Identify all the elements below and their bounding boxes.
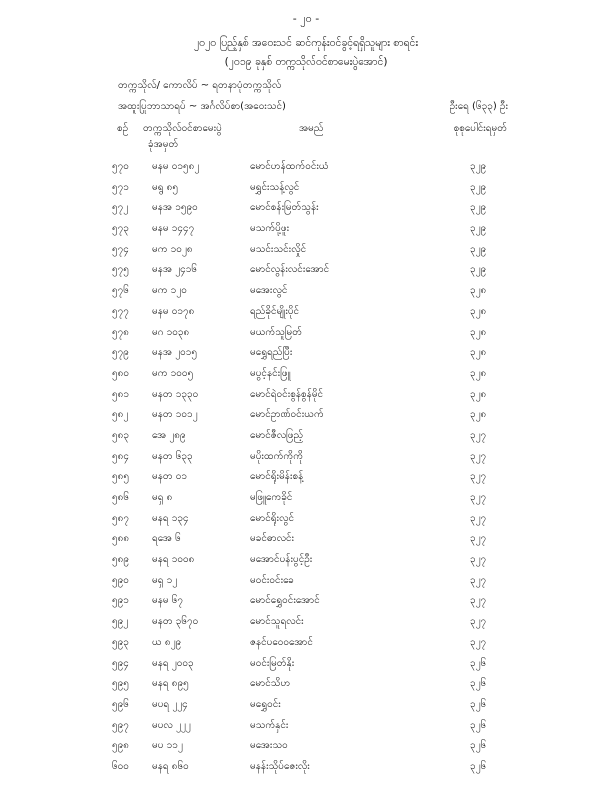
student-name: မောင်စန်းမြတ်သွန်း [250, 202, 319, 214]
student-name: မောင်ရိုးလွင် [250, 512, 295, 524]
table-row [0, 509, 612, 530]
row-number: ၅၉၀ [112, 574, 129, 586]
student-name: မရွှင်းသန့်လွင် [250, 181, 300, 193]
total-marks: ၃၂၆ [470, 657, 487, 669]
document-title: ၂၀၂၀ ပြည့်နှစ် အဝေးသင် ဆင်ကုန်းဝင်ခွင့်ရရှိသူများ စာရင်း [194, 37, 418, 49]
total-marks: ၃၂၆ [470, 719, 487, 731]
registration-number: မနရ ၁၃၄ [152, 512, 189, 524]
total-marks: ၃၂၈ [470, 388, 487, 400]
table-row [0, 488, 612, 509]
row-number: ၅၉၅ [112, 678, 129, 690]
registration-number: မနရ ၈၆၀ [152, 760, 189, 772]
registration-number: မနတ ၁၃၃၀ [152, 388, 199, 400]
total-marks: ၃၂၇ [470, 512, 487, 524]
row-number: ၅၇၄ [112, 243, 129, 255]
student-name: ဇနင်ပဝေဝအောင် [250, 636, 313, 648]
registration-number: မနရ ၁၀၀၈ [152, 554, 195, 566]
total-marks: ၃၂၈ [470, 347, 487, 359]
registration-number: မနတ ၀၁ [152, 471, 188, 483]
total-marks: ၃၂၇ [470, 554, 487, 566]
registration-number: မက ၁၀၀၅ [152, 367, 194, 379]
registration-number: မနရ ၂၀၀၃ [152, 657, 194, 669]
row-number: ၅၇၆ [112, 285, 129, 297]
table-row [0, 178, 612, 199]
student-name: မခင်ဓာလင်း [250, 533, 295, 545]
total-marks: ၃၂၉ [470, 223, 487, 235]
table-row [0, 716, 612, 737]
major-line: အထူးပြုဘာသာရပ် ~ အင်္ဂလိပ်စာ(အဝေးသင်) [118, 101, 286, 112]
table-row [0, 654, 612, 675]
student-name: မဝင်းမြတ်နိုး [250, 657, 295, 669]
total-marks: ၃၂၇ [470, 450, 487, 462]
student-name: မပိုးထက်ကိုကို [250, 450, 303, 462]
registration-number: အေ ၂၈၉ [152, 429, 186, 441]
student-name: မောင်ဟန်ထက်ဝင်းယံ [250, 161, 329, 172]
student-name: မသက်ပို့ဖူး [250, 223, 290, 235]
row-number: ၅၇၇ [112, 305, 129, 317]
row-number: ၅၉၈ [112, 740, 129, 752]
row-number: ၅၈၄ [112, 450, 129, 462]
registration-number: မနမ ၁၄၄၇ [152, 223, 195, 235]
row-number: ၅၉၄ [112, 657, 129, 669]
registration-number: မဂ ၁၀၃၈ [152, 326, 190, 338]
total-marks: ၃၂၉ [470, 161, 487, 172]
total-marks: ၃၂၈ [470, 367, 487, 379]
row-number: ၅၈၀ [112, 367, 129, 379]
student-name: မောင်ရဲဝင်းစွန်စွန်မိုင် [250, 388, 324, 400]
registration-number: မနတ ၁၀၁၂ [152, 409, 198, 421]
row-number: ၅၇၀ [112, 161, 129, 172]
row-number: ၅၈၈ [112, 533, 130, 545]
column-header-no: စဉ် [117, 123, 129, 134]
student-name: မဖြူကေခိုင် [250, 492, 293, 503]
row-number: ၅၇၃ [112, 223, 129, 235]
total-marks: ၃၂၈ [470, 305, 487, 317]
row-number: ၅၈၆ [112, 492, 129, 503]
student-name: မောင်လွန်းလင်းအောင် [250, 264, 330, 276]
registration-number: မနမ ၀၁၇၈ [152, 305, 195, 317]
row-number: ၅၈၂ [112, 409, 129, 421]
table-row [0, 260, 612, 281]
student-name: မသင်းသင်းလှိုင် [250, 243, 307, 255]
row-number: ၆၀၀ [112, 760, 129, 772]
table-row [0, 343, 612, 364]
student-name: မောင်ရွှေဝင်းအောင် [250, 595, 320, 607]
row-number: ၅၇၁ [112, 181, 129, 193]
student-name: မရွှေရည်ပြီး [250, 347, 293, 359]
student-name: မောင်သိဟ [250, 678, 291, 690]
row-number: ၅၉၂ [112, 616, 129, 628]
student-name: မယက်သူမြတ် [250, 326, 303, 338]
registration-number: မရှ ၈ [152, 492, 173, 503]
total-marks: ၃၂၉ [470, 181, 487, 193]
total-marks: ၃၂၇ [470, 595, 487, 607]
table-row [0, 447, 612, 468]
total-marks: ၃၂၇ [470, 429, 487, 441]
total-marks: ၃၂၇ [470, 533, 487, 545]
table-row [0, 405, 612, 426]
registration-number: မက ၁၀၂၈ [152, 243, 193, 255]
student-name: မဝင်းဝင်းခေ [250, 574, 294, 586]
total-marks: ၃၂၉ [470, 264, 487, 276]
table-row [0, 240, 612, 261]
table-row [0, 612, 612, 633]
total-marks: ၃၂၆ [470, 760, 487, 772]
row-number: ၅၈၁ [112, 388, 129, 400]
student-name: မောင်ဥာဏ်ဝင်းယက် [250, 409, 324, 421]
total-marks: ၃၂၇ [470, 636, 487, 648]
table-row [0, 323, 612, 344]
student-name: မသက်နှင်း [250, 719, 289, 731]
registration-number: ရအေ ၆ [152, 533, 181, 545]
student-name: မရွှေဝင်း [250, 698, 281, 710]
table-row [0, 571, 612, 592]
registration-number: မရွ ၈၅ [152, 181, 178, 193]
total-marks: ၃၂၇ [470, 471, 487, 483]
total-marks: ၃၂၈ [470, 409, 487, 421]
registration-number: မပရ ၂၂၄ [152, 698, 188, 710]
column-header-reg-2: ခုံအမှတ် [148, 139, 179, 150]
registration-number: မနရ ၈၉၅ [152, 678, 189, 690]
total-marks: ၃၂၈ [470, 285, 487, 297]
row-number: ၅၇၅ [112, 264, 129, 276]
registration-number: မပ ၁၁၂ [152, 740, 183, 752]
registration-number: မရှ ၁၂ [152, 574, 178, 586]
column-header-marks: စုစုပေါင်းရမှတ် [453, 123, 507, 134]
row-number: ၅၉၆ [112, 698, 129, 710]
table-row [0, 426, 612, 447]
table-row [0, 757, 612, 778]
column-header-reg: တက္ကသိုလ်ဝင်စာမေးပွဲ [143, 123, 222, 134]
row-number: ၅၉၃ [112, 636, 129, 648]
document-subtitle: (၂၀၁၉ ခုနှစ် တက္ကသိုလ်ဝင်စာမေးပွဲအောင်) [224, 56, 388, 68]
student-name: ရည်ခိုင်မျိုးပိုင် [250, 305, 300, 317]
total-marks: ၃၂၇ [470, 616, 487, 628]
registration-number: ယ ၈၂၉ [152, 636, 182, 648]
student-name: မောင်ရိုးမိန်းစန့် [250, 471, 304, 483]
row-number: ၅၉၁ [112, 595, 129, 607]
student-name: မပွင့်နင်းဖြူ [250, 367, 291, 379]
registration-number: မနတ ၃၆၇၀ [152, 616, 199, 628]
table-row [0, 364, 612, 385]
total-marks: ၃၂၇ [470, 574, 487, 586]
total-marks: ၃၂၆ [470, 740, 487, 752]
table-row [0, 281, 612, 302]
registration-number: မပလ ၂၂၂ [152, 719, 191, 731]
university-line: တက္ကသိုလ်/ ကောလိပ် ~ ရတနာပုံတက္ကသိုလ် [118, 80, 282, 91]
table-row [0, 302, 612, 323]
total-marks: ၃၂၉ [470, 243, 487, 255]
total-marks: ၃၂၇ [470, 492, 487, 503]
row-number: ၅၇၂ [112, 202, 129, 214]
student-name: မအောင်ပန်းပွင့်ဦး [250, 554, 313, 566]
table-row [0, 695, 612, 716]
row-number: ၅၈၇ [112, 512, 129, 524]
row-number: ၅၈၅ [112, 471, 129, 483]
student-name: မောင်ဇီလဖြည့် [250, 429, 304, 441]
table-row [0, 674, 612, 695]
row-number: ၅၈၃ [112, 429, 129, 441]
results-table [0, 157, 612, 778]
row-number: ၅၉၇ [112, 719, 129, 731]
table-row [0, 736, 612, 757]
count-line: ဦးရေ (၆၃၃) ဦး [449, 101, 508, 112]
registration-number: မနအ ၂၄၁၆ [152, 264, 198, 276]
row-number: ၅၇၉ [112, 347, 129, 359]
total-marks: ၃၂၆ [470, 678, 487, 690]
registration-number: မနမ ၆၇ [152, 595, 184, 607]
registration-number: မနအ ၂၀၁၅ [152, 347, 198, 359]
table-row [0, 198, 612, 219]
student-name: မောင်သူရလင်း [250, 616, 304, 628]
table-row [0, 591, 612, 612]
student-name: မအေးသဝ [250, 740, 288, 752]
registration-number: မက ၁၂၀ [152, 285, 187, 297]
table-row [0, 219, 612, 240]
column-header-name: အမည် [299, 123, 324, 134]
registration-number: မနအ ၁၅၉၀ [152, 202, 198, 214]
table-row [0, 157, 612, 178]
row-number: ၅၇၈ [112, 326, 129, 338]
registration-number: မနမ ၀၁၅၈၂ [152, 161, 200, 172]
table-row [0, 529, 612, 550]
total-marks: ၃၂၆ [470, 698, 487, 710]
total-marks: ၃၂၈ [470, 326, 487, 338]
table-row [0, 467, 612, 488]
student-name: မနန်းသိုပ်ဇေးလိုး [250, 760, 310, 772]
registration-number: မနတ ၆၃၃ [152, 450, 193, 462]
table-row [0, 633, 612, 654]
total-marks: ၃၂၉ [470, 202, 487, 214]
table-row [0, 385, 612, 406]
row-number: ၅၈၉ [112, 554, 129, 566]
table-row [0, 550, 612, 571]
page-number: - ၂၀ - [292, 12, 320, 25]
student-name: မအေးလွင် [250, 285, 288, 297]
